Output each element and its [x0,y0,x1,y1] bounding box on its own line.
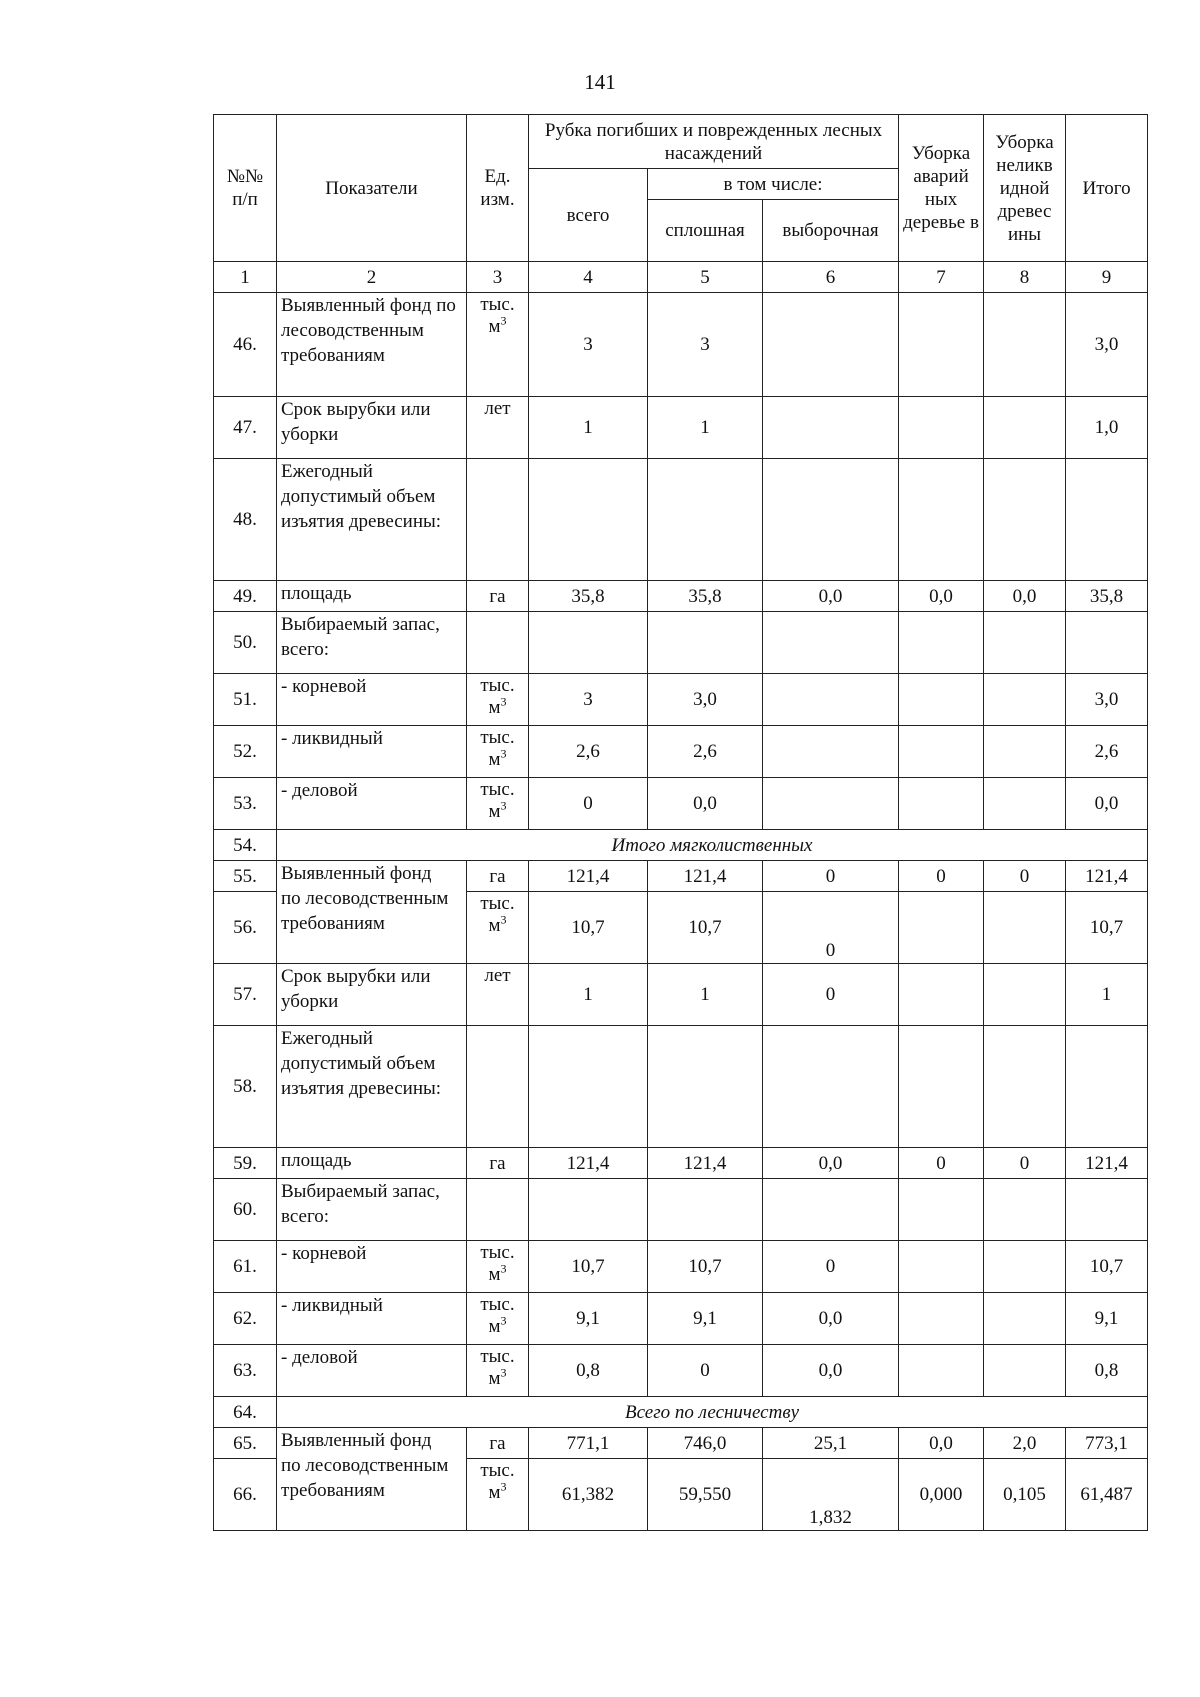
cell-c8 [984,1179,1066,1241]
cell-c4 [529,1179,648,1241]
section-row [214,830,1148,861]
row-number: 66. [214,1459,277,1531]
table-row [214,778,1148,830]
cell-c6 [763,1026,899,1148]
cell-c7 [899,1241,984,1293]
row-number: 64. [214,1397,277,1428]
cell-c5: 121,4 [648,1148,763,1179]
cell-c7 [899,778,984,830]
cell-c6: 0 [763,861,899,892]
cell-c9 [1066,459,1148,581]
cell-c4: 9,1 [529,1293,648,1345]
row-label: Выявленный фонд по лесоводственным требованиям [277,1428,467,1531]
cell-c9: 121,4 [1066,861,1148,892]
cell-c7 [899,459,984,581]
row-label: - ликвидный [277,726,467,778]
table-row [214,964,1148,1026]
unit-cell: га [467,861,529,892]
row-number: 48. [214,459,277,581]
table-row [214,726,1148,778]
row-number: 60. [214,1179,277,1241]
cell-c8 [984,293,1066,397]
row-number: 51. [214,674,277,726]
table-row [214,459,1148,581]
table-row [214,674,1148,726]
cell-c7 [899,964,984,1026]
cell-c8 [984,1026,1066,1148]
cell-c5: 3 [648,293,763,397]
cell-c6: 0 [763,964,899,1026]
header-total-all: всего [529,169,648,262]
row-label: Выбираемый запас, всего: [277,612,467,674]
cell-c9: 121,4 [1066,1148,1148,1179]
header-unit: Ед. изм. [467,115,529,262]
cell-c5: 1 [648,964,763,1026]
unit-cell: лет [467,397,529,459]
num-6: 6 [763,262,899,293]
cell-c6: 0,0 [763,1293,899,1345]
cell-c9: 1 [1066,964,1148,1026]
cell-c8: 0 [984,1148,1066,1179]
cell-c6 [763,397,899,459]
header-num: №№ п/п [214,115,277,262]
cell-c4: 0 [529,778,648,830]
cell-c7 [899,1179,984,1241]
cell-c5 [648,1179,763,1241]
cell-c9 [1066,612,1148,674]
cell-c9: 61,487 [1066,1459,1148,1531]
cell-c8 [984,674,1066,726]
row-number: 61. [214,1241,277,1293]
table-row [214,1148,1148,1179]
row-number: 54. [214,830,277,861]
cell-c5 [648,612,763,674]
cell-c7: 0,000 [899,1459,984,1531]
row-number: 49. [214,581,277,612]
cell-c6: 1,832 [763,1459,899,1531]
cell-c4: 121,4 [529,861,648,892]
header-clear: сплошная [648,200,763,262]
unit-cell: тыс. $м^3$ [467,778,529,830]
cell-c7: 0 [899,1148,984,1179]
cell-c4: 10,7 [529,892,648,964]
cell-c7 [899,892,984,964]
row-number: 46. [214,293,277,397]
cell-c4 [529,459,648,581]
cell-c6 [763,612,899,674]
cell-c5 [648,1026,763,1148]
cell-c9: 773,1 [1066,1428,1148,1459]
table-row [214,1241,1148,1293]
cell-c8 [984,778,1066,830]
cell-c4: 0,8 [529,1345,648,1397]
forestry-table [213,114,1148,1531]
cell-c5: 10,7 [648,1241,763,1293]
table-row [214,581,1148,612]
row-number: 55. [214,861,277,892]
cell-c6 [763,726,899,778]
table-row [214,397,1148,459]
section-row [214,1397,1148,1428]
table-row [214,612,1148,674]
cell-c6 [763,293,899,397]
cell-c4 [529,1026,648,1148]
cell-c8 [984,459,1066,581]
table-row [214,861,1148,892]
cell-c7: 0,0 [899,1428,984,1459]
cell-c6 [763,459,899,581]
cell-c4: 1 [529,397,648,459]
header-select: выборочная [763,200,899,262]
unit-cell: га [467,1148,529,1179]
cell-c7 [899,1293,984,1345]
row-label: Выявленный фонд по лесоводственным требованиям [277,293,467,397]
row-label: - деловой [277,1345,467,1397]
row-label: - ликвидный [277,1293,467,1345]
cell-c6: 25,1 [763,1428,899,1459]
cell-c4: 61,382 [529,1459,648,1531]
unit-cell: тыс. $м^3$ [467,1293,529,1345]
cell-c4: 2,6 [529,726,648,778]
cell-c4: 10,7 [529,1241,648,1293]
num-5: 5 [648,262,763,293]
row-number: 58. [214,1026,277,1148]
cell-c5: 59,550 [648,1459,763,1531]
cell-c5: 0,0 [648,778,763,830]
row-number: 62. [214,1293,277,1345]
numbering-row [214,262,1148,293]
unit-cell: га [467,1428,529,1459]
row-number: 57. [214,964,277,1026]
header-indicator: Показатели [277,115,467,262]
cell-c7 [899,726,984,778]
cell-c6 [763,1179,899,1241]
num-3: 3 [467,262,529,293]
cell-c7 [899,397,984,459]
cell-c9: 3,0 [1066,674,1148,726]
cell-c5: 35,8 [648,581,763,612]
row-label: площадь [277,581,467,612]
cell-c5: 1 [648,397,763,459]
cell-c8 [984,726,1066,778]
cell-c4 [529,612,648,674]
cell-c7 [899,293,984,397]
header-group: Рубка погибших и поврежденных лесных насаждений [529,115,899,169]
row-label: Выявленный фонд по лесоводственным требованиям [277,861,467,964]
cell-c8: 0,0 [984,581,1066,612]
cell-c9: 10,7 [1066,1241,1148,1293]
page-number: 141 [584,70,616,94]
row-label: Срок вырубки или уборки [277,964,467,1026]
cell-c9: 35,8 [1066,581,1148,612]
cell-c4: 771,1 [529,1428,648,1459]
cell-c5: 10,7 [648,892,763,964]
cell-c7: 0 [899,861,984,892]
section-title: Всего по лесничеству [277,1397,1148,1428]
cell-c6: 0,0 [763,1345,899,1397]
table-row [214,1026,1148,1148]
header-emergency: Уборка аварий ных деревье в [899,115,984,262]
cell-c4: 35,8 [529,581,648,612]
cell-c6: 0,0 [763,1148,899,1179]
num-8: 8 [984,262,1066,293]
num-7: 7 [899,262,984,293]
cell-c9: 2,6 [1066,726,1148,778]
cell-c6: 0 [763,892,899,964]
cell-c7 [899,612,984,674]
cell-c8 [984,612,1066,674]
cell-c9: 3,0 [1066,293,1148,397]
cell-c4: 3 [529,674,648,726]
unit-cell: га [467,581,529,612]
num-1: 1 [214,262,277,293]
row-label: Ежегодный допустимый объем изъятия древесины: [277,1026,467,1148]
cell-c6: 0 [763,1241,899,1293]
unit-cell: тыс. $м^3$ [467,1459,529,1531]
cell-c8 [984,1241,1066,1293]
row-label: Ежегодный допустимый объем изъятия древесины: [277,459,467,581]
cell-c9 [1066,1026,1148,1148]
unit-cell: тыс. $м^3$ [467,892,529,964]
row-label: Срок вырубки или уборки [277,397,467,459]
table-row [214,1179,1148,1241]
cell-c6 [763,778,899,830]
num-2: 2 [277,262,467,293]
cell-c5: 746,0 [648,1428,763,1459]
row-number: 65. [214,1428,277,1459]
cell-c7: 0,0 [899,581,984,612]
cell-c4: 3 [529,293,648,397]
header-row-1 [214,115,1148,169]
cell-c9: 10,7 [1066,892,1148,964]
table-row [214,1428,1148,1459]
row-number: 52. [214,726,277,778]
table-row [214,293,1148,397]
unit-cell [467,612,529,674]
cell-c8 [984,1293,1066,1345]
row-label: площадь [277,1148,467,1179]
row-label: - корневой [277,1241,467,1293]
unit-cell: тыс. $м^3$ [467,1345,529,1397]
cell-c8 [984,964,1066,1026]
section-title: Итого мягколиственных [277,830,1148,861]
cell-c5: 2,6 [648,726,763,778]
row-label: - деловой [277,778,467,830]
unit-cell: тыс. $м^3$ [467,1241,529,1293]
cell-c8: 0,105 [984,1459,1066,1531]
num-4: 4 [529,262,648,293]
cell-c8 [984,397,1066,459]
cell-c9 [1066,1179,1148,1241]
cell-c9: 9,1 [1066,1293,1148,1345]
row-number: 50. [214,612,277,674]
row-number: 63. [214,1345,277,1397]
row-number: 56. [214,892,277,964]
cell-c8 [984,892,1066,964]
row-label: Выбираемый запас, всего: [277,1179,467,1241]
cell-c4: 121,4 [529,1148,648,1179]
row-number: 53. [214,778,277,830]
row-number: 47. [214,397,277,459]
cell-c8: 2,0 [984,1428,1066,1459]
header-itogo: Итого [1066,115,1148,262]
cell-c7 [899,674,984,726]
table-row [214,1293,1148,1345]
unit-cell: лет [467,964,529,1026]
cell-c5 [648,459,763,581]
unit-cell: тыс. $м^3$ [467,674,529,726]
row-label: - корневой [277,674,467,726]
num-9: 9 [1066,262,1148,293]
unit-cell [467,1026,529,1148]
unit-cell: тыс. $м^3$ [467,293,529,397]
cell-c9: 1,0 [1066,397,1148,459]
cell-c6 [763,674,899,726]
header-illiquid: Уборка неликв идной древес ины [984,115,1066,262]
table-row [214,1345,1148,1397]
cell-c9: 0,0 [1066,778,1148,830]
header-incl: в том числе: [648,169,899,200]
cell-c5: 121,4 [648,861,763,892]
cell-c5: 0 [648,1345,763,1397]
cell-c9: 0,8 [1066,1345,1148,1397]
unit-cell [467,1179,529,1241]
row-number: 59. [214,1148,277,1179]
cell-c7 [899,1026,984,1148]
cell-c7 [899,1345,984,1397]
unit-cell [467,459,529,581]
cell-c5: 9,1 [648,1293,763,1345]
cell-c8: 0 [984,861,1066,892]
unit-cell: тыс. $м^3$ [467,726,529,778]
cell-c6: 0,0 [763,581,899,612]
cell-c8 [984,1345,1066,1397]
cell-c5: 3,0 [648,674,763,726]
cell-c4: 1 [529,964,648,1026]
